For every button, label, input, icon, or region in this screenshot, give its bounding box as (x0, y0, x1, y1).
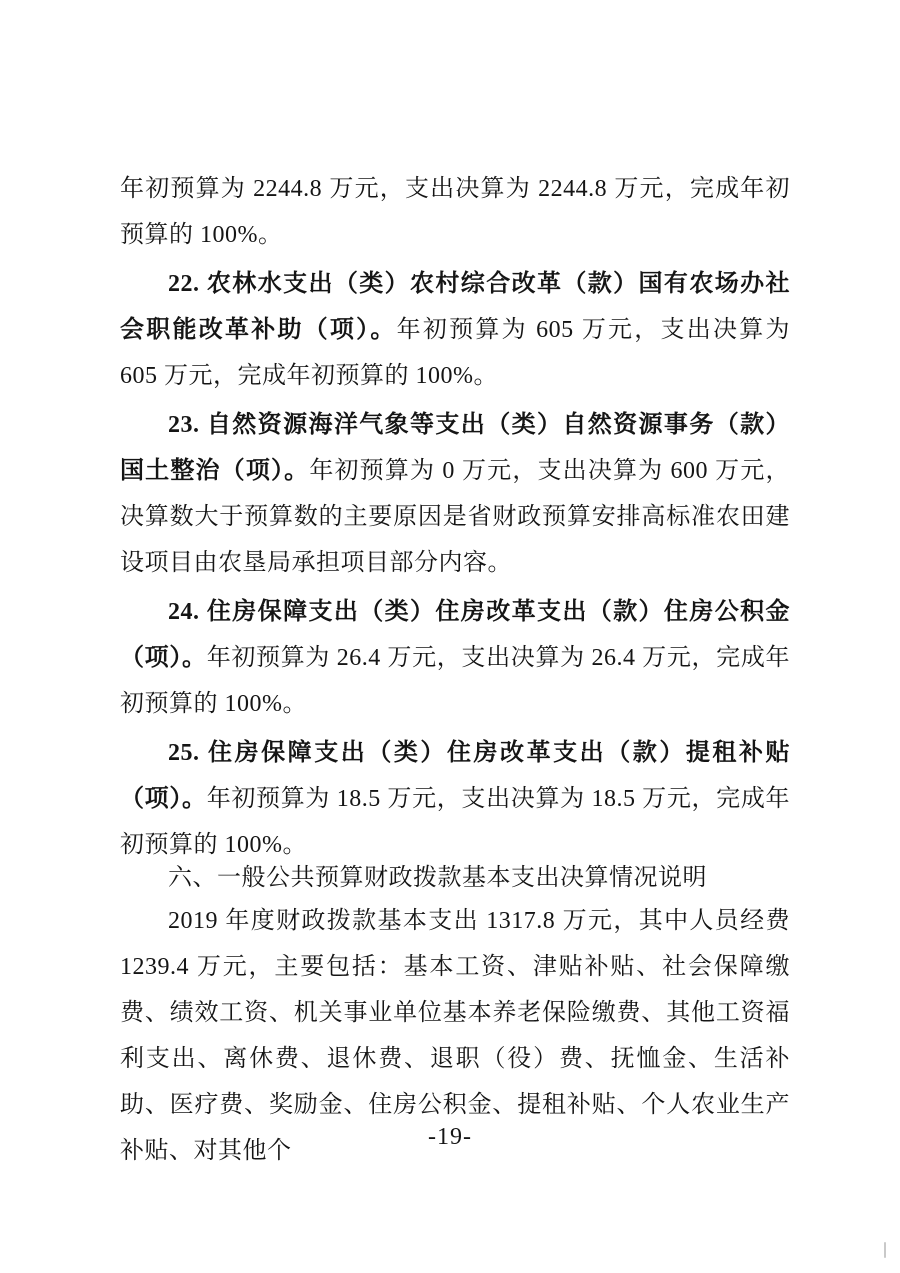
document-body (120, 166, 790, 1174)
page-number: -19- (428, 1124, 472, 1150)
paragraph-25-body: 年初预算为 18.5 万元，支出决算为 18.5 万元，完成年初预算的 100%。 (120, 786, 791, 858)
paragraph-24 (120, 589, 790, 727)
paragraph-23-heading: 23. 自然资源海洋气象等支出（类）自然资源事务（款）国土整治（项）。 (120, 412, 790, 484)
paragraph-25-heading: 25. 住房保障支出（类）住房改革支出（款）提租补贴（项）。 (120, 740, 790, 812)
paragraph-21-continuation (120, 166, 790, 258)
paragraph-23-body: 年初预算为 0 万元，支出决算为 600 万元，决算数大于预算数的主要原因是省财政预算安排高标准农田建设项目由农垦局承担项目部分内容。 (120, 458, 791, 576)
paragraph-22-body: 年初预算为 605 万元，支出决算为 605 万元，完成年初预算的 100%。 (120, 317, 790, 389)
paragraph-22-heading: 22. 农林水支出（类）农村综合改革（款）国有农场办社会职能改革补助（项）。 (120, 271, 790, 343)
paragraph-25 (120, 730, 790, 868)
scan-artifact-mark (884, 1242, 886, 1258)
paragraph-22 (120, 261, 790, 399)
paragraph-23 (120, 402, 790, 586)
paragraph-21-continuation-text: 年初预算为 2244.8 万元，支出决算为 2244.8 万元，完成年初预算的 100%。 (120, 176, 790, 248)
paragraph-24-heading: 24. 住房保障支出（类）住房改革支出（款）住房公积金（项）。 (120, 599, 790, 671)
paragraph-basic-expenditure: 2019 年度财政拨款基本支出 1317.8 万元，其中人员经费 1239.4 万元，主要包括：基本工资、津贴补贴、社会保障缴费、绩效工资、机关事业单位基本养老保险缴费、其他工资福利支出、离休费、退休费、退职（役）费、抚恤金、生活补助、医疗费、奖励金、住房公积金、提租补贴、个人农业生产补贴、对其他个 (120, 908, 790, 1164)
section-heading-six: 六、一般公共预算财政拨款基本支出决算情况说明 (168, 865, 707, 891)
paragraph-24-body: 年初预算为 26.4 万元，支出决算为 26.4 万元，完成年初预算的 100%。 (120, 645, 791, 717)
